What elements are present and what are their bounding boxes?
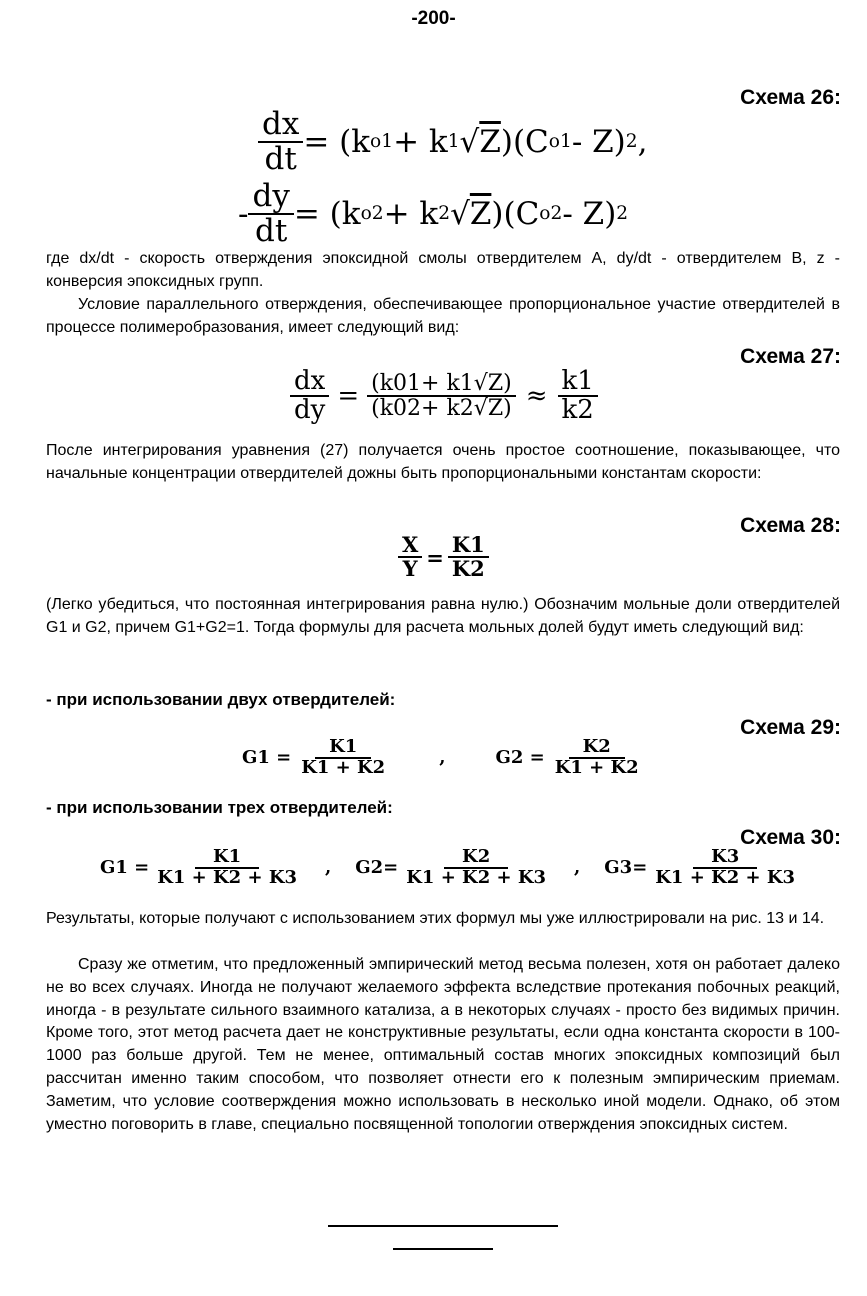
sqrt-symbol: √ [459,123,480,160]
equation-28: $\frac{X}{Y}$ = $\frac{K1}{K2}$ [398,534,489,580]
end-rule-short [393,1248,493,1250]
equation-27: $\frac{dx}{dy}$ = $\frac{(k01+ k1√Z)}{(k02+ k2√Z)}$ ≈ $\frac{k1}{k2}$ [290,368,598,425]
scheme-29-label: Схема 29: [740,716,841,739]
paragraph-definitions: где dx/dt - скорость отверждения эпоксидной смолы отвердителем A, dy/dt - отвердителем B, z - конверсия эпоксидных групп. [46,250,840,290]
equation-30: G1 = $\frac{K1}{K1 + K2 + K3}$ , G2= $\frac{K2}{K1 + K2 + K3}$ , G3= $\frac{K3}{K1 + K2 + K3}$ [100,846,796,888]
paragraph-results: Результаты, которые получают с использованием этих формул мы уже иллюстрировали на рис. 13 и 14. [46,910,825,927]
equation-26-line-2: - $\frac{dy}{dt}$ = (k o2 + k 2 √ Z )(C o2 - Z) 2 [238,178,629,249]
scheme-27-label: Схема 27: [740,345,841,368]
heading-three-hardeners: - при использовании трех отвердителей: [46,798,393,817]
fraction-dy-dt: $\frac{dy}{dt}$ [248,180,293,247]
sqrt-symbol: √ [450,195,470,232]
fraction-dx-dt: $\frac{dx}{dt}$ [258,108,303,175]
paragraph-method-notes: Сразу же отметим, что предложенный эмпирический метод весьма полезен, хотя он работает далеко не во всех случаях. Иногда не получают желаемого эффекта вследствие протекания побочных реакций, иногда - в результате сильного взаимного катализа, а в некоторых случаях - просто без видимых причин. Кроме того, этот метод расчета дает не конструктивные результаты, если одна константа скорости в 100-1000 раз больше другой. Тем не менее, оптимальный состав многих эпоксидных композиций был рассчитан именно таким способом, что позволяет отнести его к полезным эмпирическим приемам. Заметим, что условие соотверждения можно использовать в несколько иной модели. Однако, об этом уместно поговорить в главе, специально посвященной топологии отверждения эпоксидных систем. [46,956,840,1133]
paragraph-condition: Условие параллельного отверждения, обеспечивающее пропорциональное участие отвердителей в процессе полимеробразования, имеет следующий вид: [46,296,840,336]
end-rule-long [328,1225,558,1227]
equation-29: G1 = $\frac{K1}{K1 + K2}$ , G2 = $\frac{K2}{K1 + K2}$ [242,736,639,778]
page-number: -200- [411,8,456,29]
scheme-28-label: Схема 28: [740,514,841,537]
equation-26-line-1: $\frac{dx}{dt}$ = (k o1 + k 1 √ Z )(C o1 - Z) 2 , [258,108,647,175]
paragraph-mole-fractions: (Легко убедиться, что постоянная интегрирования равна нулю.) Обозначим мольные доли отвердителей G1 и G2, причем G1+G2=1. Тогда формулы для расчета мольных долей будут иметь следующий вид: [46,596,840,636]
scheme-26-label: Схема 26: [740,86,841,109]
heading-two-hardeners: - при использовании двух отвердителей: [46,690,396,709]
scheme-30-label: Схема 30: [740,826,841,849]
paragraph-integration: После интегрирования уравнения (27) получается очень простое соотношение, показывающее, что начальные концентрации отвердителей дожны быть пропорциональными константам скорости: [46,442,840,482]
